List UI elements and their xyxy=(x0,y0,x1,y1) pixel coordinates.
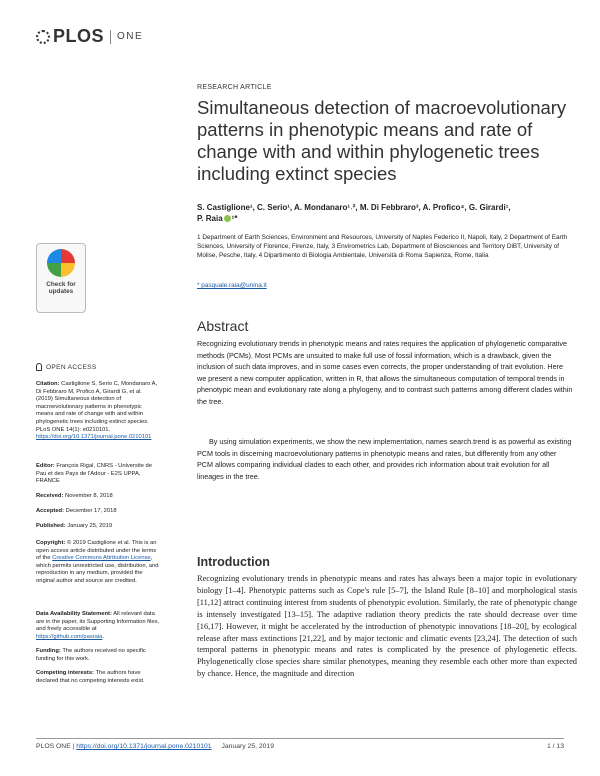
check-for-updates-button[interactable] xyxy=(36,243,86,313)
footer-date: January 25, 2019 xyxy=(221,743,275,750)
editor-block xyxy=(36,463,160,486)
copyright-text: © 2019 Castiglione et al. This is an open access article distributed under the terms of the xyxy=(36,540,157,562)
accepted-block xyxy=(36,508,160,516)
orcid-icon[interactable] xyxy=(224,215,231,222)
plos-logo-icon xyxy=(36,30,50,44)
authors-line-1: S. Castiglione¹, C. Serio¹, A. Mondanaro¹˒², M. Di Febbraro³, A. Profico⁴, G. Girardi¹, xyxy=(197,203,511,212)
funding-text: The authors received no specific funding for this work. xyxy=(36,648,146,662)
email-link[interactable]: * pasquale.raia@unina.it xyxy=(197,282,267,289)
affiliations: 1 Department of Earth Sciences, Environment and Resources, University of Naples Federico II, Napoli, Italy, 2 Department of Earth Sciences, University of Florence, Firenze, Italy, 3 Envirometrics Lab, Department of Biosciences and Territory DiBT, University of Molise, Pesche, Italy, 4 Dipartimento di Biologia Ambientale, Università di Roma Sapienza, Rome, Italia xyxy=(197,234,567,259)
published-label: Published: xyxy=(36,523,66,529)
accepted-label: Accepted: xyxy=(36,508,65,514)
data-availability-end: . xyxy=(102,633,105,640)
introduction-paragraph: Recognizing evolutionary trends in phenotypic means and rates has always been a major topic in evolutionary biology [1–4]. Phenotypic patterns such as Cope's rule [5–7], the Island Rule [8–10] and morphological stasis [11,12] attract continuing interest from students of phenotypic evolution. Similarly, the rate of phenotypic change is intensely investigated [13–15]. The adaptive radiation theory predicts the rate should decrease over time [16,17]. However, it might be accelerated by the introduction of phenotypic innovations [18–20], by ecological release after mass extinctions [21,22], and by major tectonic and climatic events [23,24]. The detection of such temporal patterns in phenotypic means and rates is complicated by the presence of phylogenetic effects. Phylogenetically close species share similar phenotypes, meaning they resemble each other more than expected by chance. Hence, the magnitude and direction xyxy=(197,574,577,679)
footer-divider xyxy=(36,738,564,739)
abstract-paragraph-2: By using simulation experiments, we show the new implementation, names search.trend is as powerful as existing PCM tools in discerning macroevolutionary patterns in phenotypic means and rates, but differently from any other PCM allows comparing individual clades to each other, and provides rich information about trait evolution for all lineages in the tree. xyxy=(197,437,572,481)
copyright-text-end: , which permits unrestricted use, distribution, and reproduction in any medium, provided the original author and source are credited. xyxy=(36,555,159,584)
published-text: January 25, 2019 xyxy=(67,523,113,529)
received-text: November 8, 2018 xyxy=(65,493,113,499)
citation-text: Castiglione S, Serio C, Mondanaro A, Di Febbraro M, Profico A, Girardi G, et al. (2019) Simultaneous detection of macroevolutionary patterns in phenotypic means and rate of change with and within phylogenetic trees including extinct species. PLoS ONE 14(1): e0210101. xyxy=(36,381,158,433)
logo-subtext: ONE xyxy=(117,31,144,42)
citation-doi-link[interactable]: https://doi.org/10.1371/journal.pone.0210101 xyxy=(36,434,152,441)
logo-divider xyxy=(110,30,111,44)
authors-line-2: P. Raia xyxy=(197,214,223,223)
data-availability-block xyxy=(36,611,160,641)
open-access-label xyxy=(36,363,97,371)
footer-journal: PLOS ONE | xyxy=(36,743,77,750)
license-link[interactable]: Creative Commons Attribution License xyxy=(52,555,151,562)
corresponding-email[interactable] xyxy=(197,282,267,289)
data-availability-label: Data Availability Statement: xyxy=(36,611,112,617)
logo-text: PLOS xyxy=(53,26,105,46)
footer-doi-link[interactable]: https://doi.org/10.1371/journal.pone.0210101 xyxy=(76,743,212,750)
check-updates-icon xyxy=(47,249,75,277)
editor-text: François Rigal, CNRS - Universite de Pau et des Pays de l'Adour - E2S UPPA, FRANCE xyxy=(36,463,152,485)
published-block xyxy=(36,523,160,531)
funding-block xyxy=(36,648,160,663)
citation-block xyxy=(36,381,160,442)
competing-interests-label: Competing interests: xyxy=(36,670,94,676)
author-list xyxy=(197,202,577,224)
page-number: 1 / 13 xyxy=(546,743,564,750)
copyright-block xyxy=(36,540,160,586)
github-link[interactable]: https://github.com/pasraia xyxy=(36,633,103,640)
introduction-heading: Introduction xyxy=(197,555,270,569)
competing-interests-block xyxy=(36,670,160,685)
article-title: Simultaneous detection of macroevolutionary patterns in phenotypic means and rate of change with and within phylogenetic trees including extinct species xyxy=(197,97,567,184)
abstract-heading: Abstract xyxy=(197,318,249,334)
open-access-text: OPEN ACCESS xyxy=(46,363,97,371)
data-availability-text: All relevant data are in the paper, its Supporting Information files, and freely accessible at xyxy=(36,611,160,633)
authors-line-2-tail: ¹* xyxy=(231,214,238,223)
article-type: RESEARCH ARTICLE xyxy=(197,84,272,91)
received-block xyxy=(36,493,160,501)
received-label: Received: xyxy=(36,493,64,499)
footer-citation xyxy=(36,743,274,750)
check-updates-label: Check for updates xyxy=(46,281,76,295)
copyright-label: Copyright: xyxy=(36,540,66,546)
open-lock-icon xyxy=(36,363,42,371)
abstract-paragraph-1: Recognizing evolutionary trends in phenotypic means and rates requires the application of phylogenetic comparative methods (PCMs). Most PCMs are unsuited to make full use of fossil information, which is a drawback, given the inclusion of such data improves, and in some cases even corrects, the proper understanding of trait evolution. Here we present a new computer application, written in R, that allows the simultaneous computation of temporal trends in phenotypic mean and evolutionary rate along a phylogeny, and to contrast such patterns among different clades within the tree. xyxy=(197,339,573,406)
citation-label: Citation: xyxy=(36,381,60,387)
accepted-text: December 17, 2018 xyxy=(65,508,117,514)
competing-interests-text: The authors have declared that no competing interests exist. xyxy=(36,670,145,684)
funding-label: Funding: xyxy=(36,648,61,654)
editor-label: Editor: xyxy=(36,463,55,469)
journal-logo xyxy=(36,26,143,47)
